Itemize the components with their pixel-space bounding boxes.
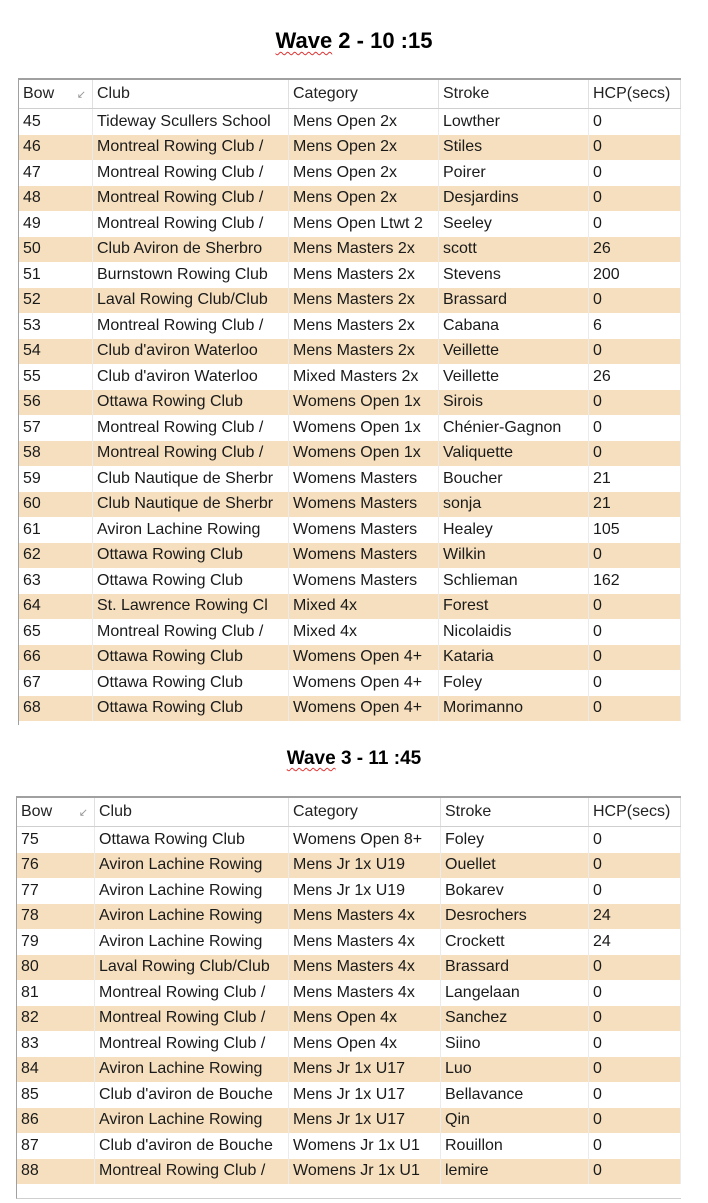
cell-hcp: 0 — [589, 955, 681, 981]
wave-2-table — [18, 78, 681, 725]
table-row[interactable] — [19, 160, 681, 186]
cell-category: Mens Open 2x — [289, 160, 439, 186]
cell-hcp: 0 — [589, 288, 681, 314]
cell-category: Mixed 4x — [289, 619, 439, 645]
cell-bow: 78 — [17, 904, 95, 930]
column-header-category[interactable]: Category — [289, 80, 439, 108]
cell-stroke: Forest — [439, 594, 589, 620]
table-row[interactable] — [19, 186, 681, 212]
cell-bow: 84 — [17, 1057, 95, 1083]
cell-stroke: Desrochers — [441, 904, 589, 930]
table-row[interactable] — [19, 364, 681, 390]
cell-bow: 60 — [19, 492, 93, 518]
cell-bow: 63 — [19, 568, 93, 594]
cell-stroke: Wilkin — [439, 543, 589, 569]
table-row[interactable] — [17, 1006, 681, 1032]
cell-stroke: Sanchez — [441, 1006, 589, 1032]
cell-category: Womens Open 4+ — [289, 645, 439, 671]
cell-hcp: 0 — [589, 186, 681, 212]
table-row[interactable] — [17, 1159, 681, 1185]
table-row[interactable] — [17, 980, 681, 1006]
cell-category: Mens Open 4x — [289, 1006, 441, 1032]
cell-category: Mens Open 4x — [289, 1031, 441, 1057]
table-row[interactable] — [19, 543, 681, 569]
cell-stroke: Nicolaidis — [439, 619, 589, 645]
cell-stroke: Kataria — [439, 645, 589, 671]
table-row[interactable] — [19, 109, 681, 135]
table-header — [19, 80, 681, 109]
cell-category: Mens Open 2x — [289, 186, 439, 212]
cell-stroke: Schlieman — [439, 568, 589, 594]
cell-club: Aviron Lachine Rowing — [95, 904, 289, 930]
cell-hcp: 0 — [589, 543, 681, 569]
cell-bow: 85 — [17, 1082, 95, 1108]
table-header — [17, 798, 681, 827]
cell-category: Mens Jr 1x U17 — [289, 1082, 441, 1108]
cell-stroke: Lowther — [439, 109, 589, 135]
table-row[interactable] — [17, 1082, 681, 1108]
cell-category: Womens Masters — [289, 543, 439, 569]
cell-stroke: Qin — [441, 1108, 589, 1134]
cell-category: Mens Jr 1x U19 — [289, 853, 441, 879]
cell-category: Mens Masters 4x — [289, 929, 441, 955]
cell-bow: 45 — [19, 109, 93, 135]
cell-club: Ottawa Rowing Club — [95, 827, 289, 853]
cell-club: Montreal Rowing Club / — [93, 619, 289, 645]
cell-hcp: 0 — [589, 135, 681, 161]
cell-club: Club Aviron de Sherbro — [93, 237, 289, 263]
table-row[interactable] — [19, 568, 681, 594]
table-row[interactable] — [19, 237, 681, 263]
cell-hcp: 24 — [589, 929, 681, 955]
cell-club: Club Nautique de Sherbr — [93, 466, 289, 492]
cell-category: Mixed 4x — [289, 594, 439, 620]
cell-club: Ottawa Rowing Club — [93, 568, 289, 594]
cell-hcp: 24 — [589, 904, 681, 930]
cell-club: Club Nautique de Sherbr — [93, 492, 289, 518]
cell-club: Club d'aviron Waterloo — [93, 339, 289, 365]
cell-stroke: sonja — [439, 492, 589, 518]
table-body — [19, 109, 681, 721]
cell-bow: 64 — [19, 594, 93, 620]
cell-hcp: 0 — [589, 645, 681, 671]
table-row[interactable] — [17, 1108, 681, 1134]
cell-club: Aviron Lachine Rowing — [95, 1057, 289, 1083]
cell-hcp: 0 — [589, 415, 681, 441]
cell-club: Montreal Rowing Club / — [93, 160, 289, 186]
cell-category: Mens Jr 1x U17 — [289, 1108, 441, 1134]
cell-stroke: Morimanno — [439, 696, 589, 722]
cell-club: Montreal Rowing Club / — [95, 1006, 289, 1032]
wave-word: Wave — [286, 748, 336, 769]
table-row[interactable] — [19, 262, 681, 288]
cell-category: Womens Open 4+ — [289, 670, 439, 696]
cell-bow: 65 — [19, 619, 93, 645]
cell-club: Ottawa Rowing Club — [93, 543, 289, 569]
cell-stroke: Foley — [439, 670, 589, 696]
cell-bow: 77 — [17, 878, 95, 904]
table-body — [17, 827, 681, 1184]
table-row[interactable] — [19, 594, 681, 620]
cell-bow: 80 — [17, 955, 95, 981]
cell-hcp: 0 — [589, 878, 681, 904]
cell-club: Ottawa Rowing Club — [93, 645, 289, 671]
cell-hcp: 0 — [589, 1159, 681, 1185]
cell-category: Womens Masters — [289, 517, 439, 543]
cell-stroke: Desjardins — [439, 186, 589, 212]
cell-club: Club d'aviron de Bouche — [95, 1082, 289, 1108]
cell-category: Mens Masters 2x — [289, 237, 439, 263]
cell-hcp: 0 — [589, 1133, 681, 1159]
column-header-stroke[interactable]: Stroke — [439, 80, 589, 108]
cell-bow: 58 — [19, 441, 93, 467]
cell-category: Mens Open Ltwt 2 — [289, 211, 439, 237]
cell-club: Ottawa Rowing Club — [93, 390, 289, 416]
cell-stroke: Sirois — [439, 390, 589, 416]
cell-bow: 59 — [19, 466, 93, 492]
cell-stroke: Boucher — [439, 466, 589, 492]
table-row[interactable] — [19, 619, 681, 645]
wave-2-title — [0, 28, 708, 54]
table-row[interactable] — [17, 904, 681, 930]
cell-hcp: 0 — [589, 1031, 681, 1057]
table-row[interactable] — [17, 878, 681, 904]
cell-bow: 46 — [19, 135, 93, 161]
column-header-hcp[interactable]: HCP(secs) — [589, 80, 681, 108]
cell-stroke: Seeley — [439, 211, 589, 237]
cell-club: Aviron Lachine Rowing — [95, 1108, 289, 1134]
cell-club: Montreal Rowing Club / — [93, 186, 289, 212]
table-row[interactable] — [17, 1133, 681, 1159]
sort-icon: ↙ — [78, 806, 88, 819]
cell-hcp: 0 — [589, 980, 681, 1006]
cell-category: Womens Open 1x — [289, 390, 439, 416]
cell-bow: 81 — [17, 980, 95, 1006]
cell-stroke: Veillette — [439, 364, 589, 390]
cell-stroke: Chénier-Gagnon — [439, 415, 589, 441]
cell-stroke: Brassard — [441, 955, 589, 981]
table-row[interactable] — [19, 441, 681, 467]
cell-club: Aviron Lachine Rowing — [95, 853, 289, 879]
cell-hcp: 0 — [589, 696, 681, 722]
table-row[interactable] — [19, 288, 681, 314]
cell-bow: 83 — [17, 1031, 95, 1057]
cell-hcp: 0 — [589, 1108, 681, 1134]
cell-stroke: Veillette — [439, 339, 589, 365]
cell-category: Womens Open 1x — [289, 441, 439, 467]
table-row[interactable] — [17, 1031, 681, 1057]
cell-category: Mens Masters 2x — [289, 313, 439, 339]
table-row[interactable] — [19, 211, 681, 237]
cell-bow: 52 — [19, 288, 93, 314]
cell-hcp: 0 — [589, 339, 681, 365]
cell-bow: 50 — [19, 237, 93, 263]
cell-category: Mens Masters 2x — [289, 262, 439, 288]
cell-category: Womens Masters — [289, 492, 439, 518]
cell-category: Mens Masters 2x — [289, 339, 439, 365]
cell-stroke: Foley — [441, 827, 589, 853]
cell-bow: 82 — [17, 1006, 95, 1032]
cell-stroke: Bellavance — [441, 1082, 589, 1108]
cell-bow: 51 — [19, 262, 93, 288]
cell-bow: 48 — [19, 186, 93, 212]
wave-word: Wave — [275, 28, 333, 53]
cell-bow: 56 — [19, 390, 93, 416]
cell-club: Montreal Rowing Club / — [93, 415, 289, 441]
cell-hcp: 0 — [589, 1006, 681, 1032]
cell-hcp: 0 — [589, 160, 681, 186]
cell-category: Womens Open 4+ — [289, 696, 439, 722]
cell-bow: 66 — [19, 645, 93, 671]
wave-3-title — [0, 748, 708, 770]
cell-bow: 76 — [17, 853, 95, 879]
table-row[interactable] — [17, 929, 681, 955]
cell-category: Mens Jr 1x U17 — [289, 1057, 441, 1083]
cell-club: St. Lawrence Rowing Cl — [93, 594, 289, 620]
cell-hcp: 0 — [589, 670, 681, 696]
cell-club: Montreal Rowing Club / — [93, 441, 289, 467]
column-header-club[interactable]: Club — [93, 80, 289, 108]
wave-time: 3 - 11 :45 — [335, 748, 422, 769]
table-row[interactable] — [19, 313, 681, 339]
cell-bow: 55 — [19, 364, 93, 390]
wave-3-table — [16, 796, 681, 1199]
cell-category: Womens Masters — [289, 466, 439, 492]
table-row[interactable] — [19, 492, 681, 518]
cell-club: Ottawa Rowing Club — [93, 670, 289, 696]
table-row[interactable] — [17, 853, 681, 879]
cell-hcp: 0 — [589, 827, 681, 853]
cell-stroke: Poirer — [439, 160, 589, 186]
cell-bow: 49 — [19, 211, 93, 237]
cell-category: Mens Masters 4x — [289, 980, 441, 1006]
cell-hcp: 0 — [589, 1057, 681, 1083]
cell-bow: 54 — [19, 339, 93, 365]
table-row[interactable] — [19, 415, 681, 441]
column-header-club[interactable]: Club — [95, 798, 289, 826]
cell-stroke: Siino — [441, 1031, 589, 1057]
cell-stroke: Brassard — [439, 288, 589, 314]
cell-club: Aviron Lachine Rowing — [95, 929, 289, 955]
cell-bow: 57 — [19, 415, 93, 441]
column-header-bow[interactable]: Bow ↙ — [19, 80, 93, 108]
cell-hcp: 105 — [589, 517, 681, 543]
table-row[interactable] — [19, 696, 681, 722]
column-header-bow[interactable]: Bow ↙ — [17, 798, 95, 826]
cell-club: Laval Rowing Club/Club — [93, 288, 289, 314]
cell-stroke: scott — [439, 237, 589, 263]
cell-bow: 68 — [19, 696, 93, 722]
cell-stroke: Stevens — [439, 262, 589, 288]
cell-club: Burnstown Rowing Club — [93, 262, 289, 288]
column-header-category[interactable]: Category — [289, 798, 441, 826]
cell-stroke: Langelaan — [441, 980, 589, 1006]
cell-hcp: 0 — [589, 211, 681, 237]
cell-stroke: Valiquette — [439, 441, 589, 467]
cell-club: Montreal Rowing Club / — [95, 1031, 289, 1057]
cell-hcp: 21 — [589, 492, 681, 518]
cell-category: Mens Open 2x — [289, 109, 439, 135]
cell-stroke: Rouillon — [441, 1133, 589, 1159]
column-header-stroke[interactable]: Stroke — [441, 798, 589, 826]
table-row[interactable] — [19, 390, 681, 416]
cell-club: Aviron Lachine Rowing — [95, 878, 289, 904]
table-row[interactable] — [17, 1057, 681, 1083]
cell-bow: 79 — [17, 929, 95, 955]
table-row[interactable] — [17, 827, 681, 853]
cell-category: Mens Jr 1x U19 — [289, 878, 441, 904]
cell-hcp: 162 — [589, 568, 681, 594]
cell-category: Womens Masters — [289, 568, 439, 594]
cell-hcp: 0 — [589, 853, 681, 879]
cell-club: Club d'aviron Waterloo — [93, 364, 289, 390]
table-row[interactable] — [19, 517, 681, 543]
cell-stroke: Luo — [441, 1057, 589, 1083]
cell-club: Laval Rowing Club/Club — [95, 955, 289, 981]
cell-category: Mens Open 2x — [289, 135, 439, 161]
cell-stroke: Crockett — [441, 929, 589, 955]
table-row[interactable] — [17, 955, 681, 981]
cell-club: Montreal Rowing Club / — [93, 135, 289, 161]
cell-category: Womens Open 8+ — [289, 827, 441, 853]
cell-club: Tideway Scullers School — [93, 109, 289, 135]
cell-hcp: 0 — [589, 109, 681, 135]
table-row[interactable] — [19, 645, 681, 671]
column-header-hcp[interactable]: HCP(secs) — [589, 798, 681, 826]
wave-time: 2 - 10 :15 — [332, 28, 433, 53]
cell-hcp: 200 — [589, 262, 681, 288]
cell-category: Womens Open 1x — [289, 415, 439, 441]
cell-club: Aviron Lachine Rowing — [93, 517, 289, 543]
sort-icon: ↙ — [76, 88, 86, 101]
cell-club: Montreal Rowing Club / — [93, 313, 289, 339]
table-row[interactable] — [19, 466, 681, 492]
cell-bow: 67 — [19, 670, 93, 696]
cell-category: Mens Masters 2x — [289, 288, 439, 314]
cell-category: Mixed Masters 2x — [289, 364, 439, 390]
cell-club: Ottawa Rowing Club — [93, 696, 289, 722]
cell-hcp: 0 — [589, 390, 681, 416]
cell-category: Mens Masters 4x — [289, 955, 441, 981]
cell-bow: 47 — [19, 160, 93, 186]
table-row[interactable] — [19, 339, 681, 365]
table-row[interactable] — [19, 670, 681, 696]
cell-hcp: 0 — [589, 619, 681, 645]
cell-club: Montreal Rowing Club / — [95, 980, 289, 1006]
cell-hcp: 0 — [589, 441, 681, 467]
cell-hcp: 0 — [589, 1082, 681, 1108]
cell-stroke: lemire — [441, 1159, 589, 1185]
cell-stroke: Cabana — [439, 313, 589, 339]
cell-bow: 62 — [19, 543, 93, 569]
cell-bow: 87 — [17, 1133, 95, 1159]
cell-hcp: 21 — [589, 466, 681, 492]
cell-category: Womens Jr 1x U1 — [289, 1159, 441, 1185]
cell-stroke: Ouellet — [441, 853, 589, 879]
cell-stroke: Stiles — [439, 135, 589, 161]
cell-club: Montreal Rowing Club / — [93, 211, 289, 237]
cell-bow: 88 — [17, 1159, 95, 1185]
cell-bow: 61 — [19, 517, 93, 543]
cell-category: Mens Masters 4x — [289, 904, 441, 930]
cell-bow: 53 — [19, 313, 93, 339]
cell-bow: 86 — [17, 1108, 95, 1134]
cell-stroke: Healey — [439, 517, 589, 543]
cell-club: Club d'aviron de Bouche — [95, 1133, 289, 1159]
cell-stroke: Bokarev — [441, 878, 589, 904]
cell-hcp: 0 — [589, 594, 681, 620]
cell-category: Womens Jr 1x U1 — [289, 1133, 441, 1159]
cell-hcp: 26 — [589, 237, 681, 263]
cell-hcp: 26 — [589, 364, 681, 390]
cell-bow: 75 — [17, 827, 95, 853]
cell-club: Montreal Rowing Club / — [95, 1159, 289, 1185]
table-row[interactable] — [19, 135, 681, 161]
cell-hcp: 6 — [589, 313, 681, 339]
